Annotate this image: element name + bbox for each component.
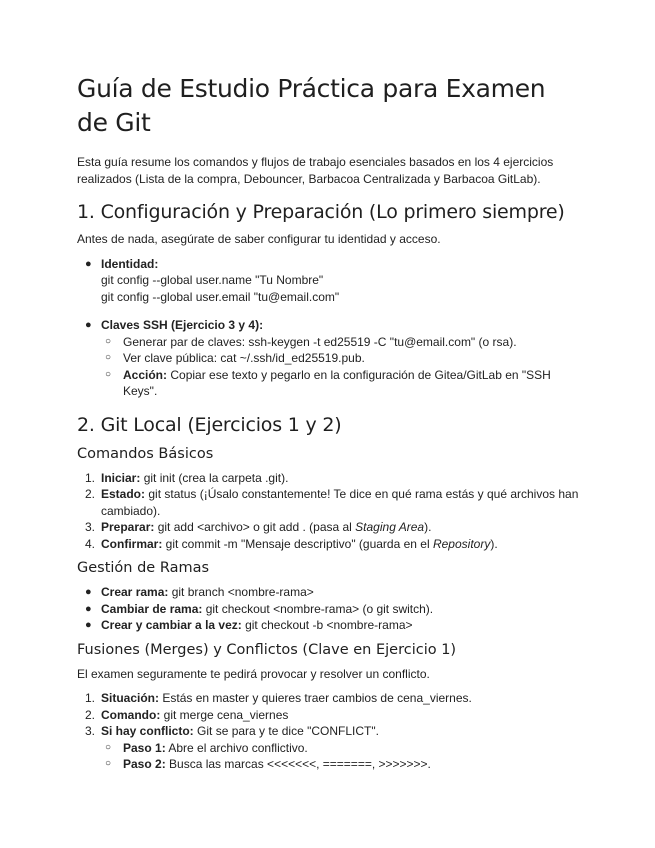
bullet-icon: ● — [85, 319, 92, 331]
sub-item: ○ Paso 1: Abre el archivo conflictivo. — [105, 740, 308, 755]
numbered-item: 1. Iniciar: git init (crea la carpeta .git). — [84, 470, 289, 485]
numbered-item: 3. Si hay conflicto: Git se para y te dice "CONFLICT". — [84, 724, 379, 738]
section-1-intro: Antes de nada, asegúrate de saber configurar tu identidad y acceso. — [77, 232, 441, 246]
merges-list — [77, 690, 583, 773]
config-line: git config --global user.name "Tu Nombre" — [101, 273, 324, 287]
list-item: ● Cambiar de rama: git checkout <nombre-rama> (o git switch). — [85, 601, 434, 616]
basic-commands-heading: Comandos Básicos — [77, 445, 214, 462]
branches-heading: Gestión de Ramas — [77, 560, 210, 576]
intro-paragraph: Esta guía resume los comandos y flujos de trabajo esenciales basados en los 4 ejercicios realizados (Lista de la compra, Debouncer, Barbacoa Centralizada y Barbacoa GitLab). — [77, 155, 554, 186]
circle-bullet-icon: ○ — [105, 758, 112, 769]
bullet-icon: ● — [85, 602, 92, 615]
config-line: git config --global user.email "tu@email.com" — [101, 289, 340, 304]
bullet-icon: ● — [85, 586, 92, 598]
bullet-icon: ● — [85, 619, 92, 631]
sub-item: ○ Ver clave pública: cat ~/.ssh/id_ed25519.pub. — [105, 351, 365, 365]
document-title: Guía de Estudio Práctica para Examen de Git — [77, 74, 546, 137]
numbered-item: 1. Situación: Estás en master y quieres traer cambios de cena_viernes. — [84, 691, 472, 705]
sub-item: ○ Acción: Copiar ese texto y pegarlo en la configuración de Gitea/GitLab en "SSH Keys". — [105, 367, 551, 398]
circle-bullet-icon: ○ — [105, 368, 112, 380]
section-1-list — [77, 256, 583, 400]
numbered-item: 2. Comando: git merge cena_viernes — [84, 707, 289, 722]
branches-list — [77, 584, 583, 634]
list-item-identity: ● Identidad: git config --global user.name "Tu Nombre" git config --global user.email "tu@email.com" — [77, 256, 583, 306]
section-2-heading: 2. Git Local (Ejercicios 1 y 2) — [77, 413, 342, 436]
list-item: ● Crear rama: git branch <nombre-rama> — [85, 585, 314, 599]
list-item: ● Crear y cambiar a la vez: git checkout -b <nombre-rama> — [85, 618, 413, 632]
basic-commands-list — [77, 470, 583, 553]
numbered-item: 2. Estado: git status (¡Úsalo constantemente! Te dice en qué rama estás y qué archivos han cambiado). — [84, 487, 579, 518]
numbered-item: 4. Confirmar: git commit -m "Mensaje descriptivo" (guarda en el Repository). — [84, 536, 498, 551]
merges-intro: El examen seguramente te pedirá provocar y resolver un conflicto. — [77, 666, 430, 681]
merges-heading: Fusiones (Merges) y Conflictos (Clave en Ejercicio 1) — [77, 641, 457, 658]
document-page — [77, 72, 583, 779]
numbered-item: 3. Preparar: git add <archivo> o git add . (pasa al Staging Area). — [84, 520, 432, 534]
circle-bullet-icon: ○ — [105, 335, 112, 347]
circle-bullet-icon: ○ — [105, 352, 112, 363]
sub-item: ○ Paso 2: Busca las marcas <<<<<<<, =======, >>>>>>>. — [105, 757, 431, 771]
section-1-heading: 1. Configuración y Preparación (Lo primero siempre) — [77, 201, 565, 223]
list-item-ssh: ● Claves SSH (Ejercicio 3 y 4): — [85, 318, 264, 332]
bullet-icon: ● — [85, 257, 92, 270]
circle-bullet-icon: ○ — [105, 741, 112, 753]
sub-item: ○ Generar par de claves: ssh-keygen -t ed25519 -C "tu@email.com" (o rsa). — [105, 334, 517, 349]
